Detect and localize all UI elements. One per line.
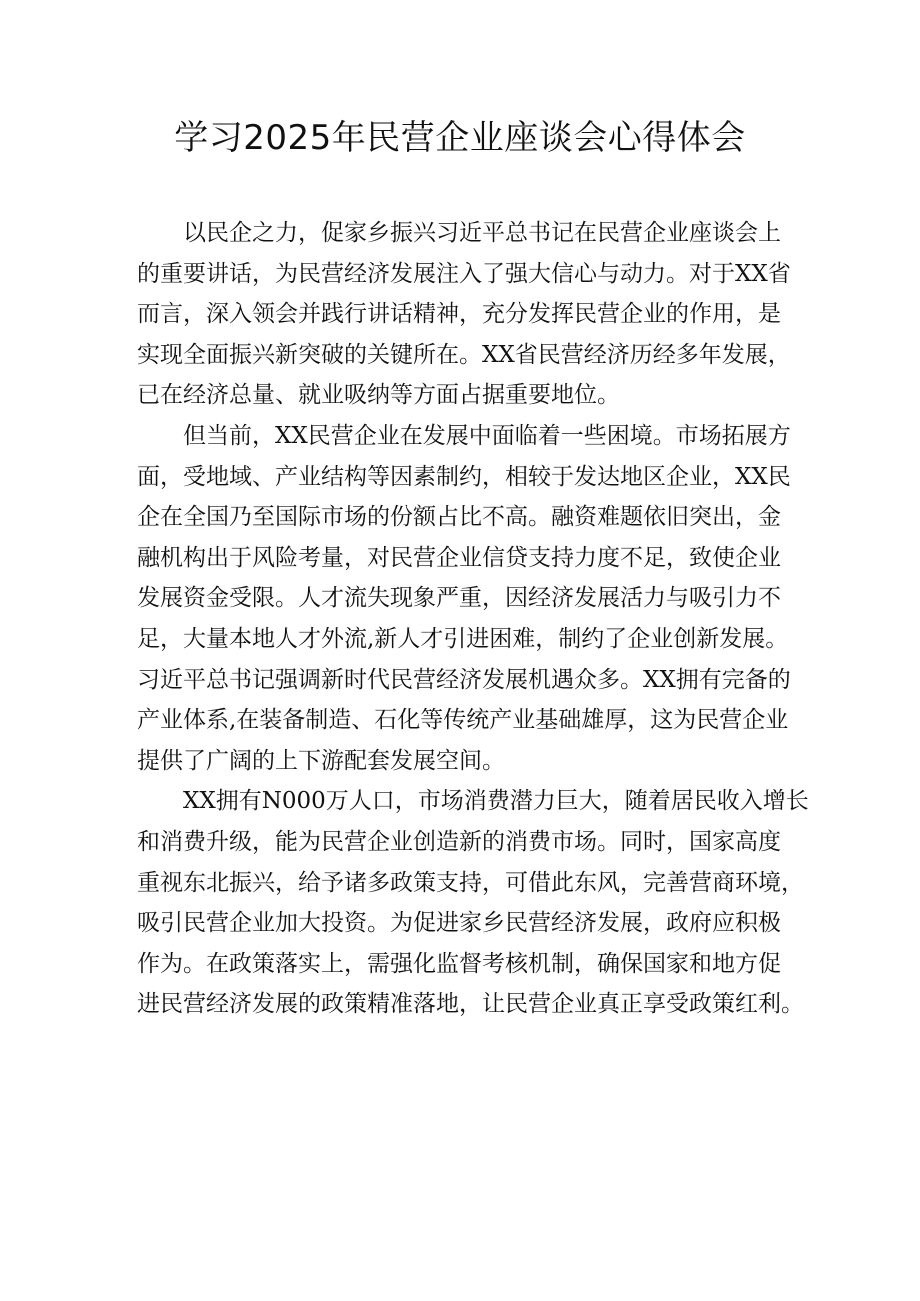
paragraph-3-line-2: 和消费升级，能为民营企业创造新的消费市场。同时，国家高度 <box>137 828 781 855</box>
paragraph-2-line-9: 提供了广阔的上下游配套发展空间。 <box>137 747 505 774</box>
paragraph-2-line-1: 但当前，XX民营企业在发展中面临着一些困境。市场拓展方 <box>183 422 791 449</box>
paragraph-1-line-1: 以民企之力，促家乡振兴习近平总书记在民营企业座谈会上 <box>183 220 781 246</box>
paragraph-1-line-2: 的重要讲话，为民营经济发展注入了强大信心与动力。对于XX省 <box>137 260 791 287</box>
paragraph-3-line-6: 进民营经济发展的政策精准落地，让民营企业真正享受政策红利。 <box>137 991 804 1018</box>
paragraph-3-line-4: 吸引民营企业加大投资。为促进家乡民营经济发展，政府应积极 <box>137 910 781 937</box>
paragraph-2-line-7: 习近平总书记强调新时代民营经济发展机遇众多。XX拥有完备的 <box>137 666 791 693</box>
paragraph-3-line-1: XX拥有N000万人口，市场消费潜力巨大，随着居民收入增长 <box>183 788 809 815</box>
paragraph-2-line-4: 融机构出于风险考量，对民营企业信贷支持力度不足，致使企业 <box>137 544 781 571</box>
paragraph-1-line-3: 而言，深入领会并践行讲话精神，充分发挥民营企业的作用，是 <box>137 301 781 328</box>
paragraph-2-line-5: 发展资金受限。人才流失现象严重，因经济发展活力与吸引力不 <box>137 585 781 612</box>
paragraph-2-line-3: 企在全国乃至国际市场的份额占比不高。融资难题依旧突出，金 <box>137 504 781 531</box>
paragraph-2-line-8: 产业体系,在装备制造、石化等传统产业基础雄厚，这为民营企业 <box>137 707 789 734</box>
paragraph-1-line-4: 实现全面振兴新突破的关键所在。XX省民营经济历经多年发展， <box>137 341 791 368</box>
paragraph-3-line-3: 重视东北振兴，给予诸多政策支持，可借此东风，完善营商环境， <box>137 869 804 896</box>
document-body <box>137 213 809 1025</box>
paragraph-2-line-2: 面，受地域、产业结构等因素制约，相较于发达地区企业，XX民 <box>137 463 791 490</box>
paragraph-3-line-5: 作为。在政策落实上，需强化监督考核机制，确保国家和地方促 <box>137 950 781 977</box>
paragraph-2-line-6: 足，大量本地人才外流,新人才引进困难，制约了企业创新发展。 <box>137 625 789 652</box>
paragraph-1-line-5: 已在经济总量、就业吸纳等方面占据重要地位。 <box>137 382 620 409</box>
document-title: 学习2025年民营企业座谈会心得体会 <box>174 118 746 158</box>
